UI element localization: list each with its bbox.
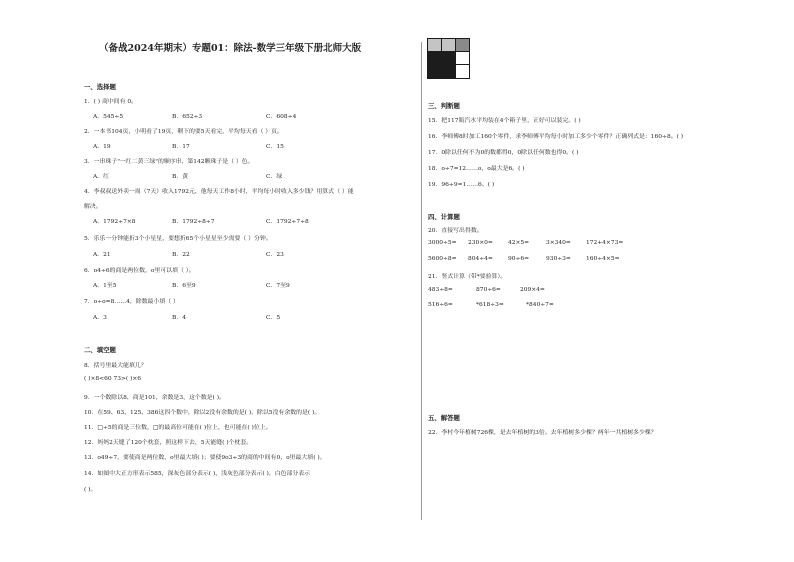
option-4a: A．1792÷7×8	[93, 219, 136, 225]
option-5b: B．22	[172, 252, 190, 258]
square-light-cell-2	[442, 39, 455, 51]
question-6: 6．o4÷6的商是两位数，o里可以填（ ）。	[84, 268, 195, 274]
option-2a: A．19	[93, 144, 111, 150]
question-19: 19．96÷9=1……6。( )	[428, 182, 495, 188]
option-1a: A．545÷5	[93, 114, 124, 120]
question-8: 8．括号里最大能填几？	[84, 363, 147, 369]
question-17: 17．0除以任何不为0的数都得0，0除以任何数也得0。( )	[428, 150, 579, 156]
square-white-cell-2	[456, 65, 469, 78]
question-9: 9．一个数除以8，商是101，余数是3，这个数是( )。	[84, 395, 225, 401]
vertical-calc-item: *618÷3=	[476, 302, 504, 308]
option-5c: C．23	[266, 252, 284, 258]
vertical-calc-item: 209×4=	[520, 287, 545, 293]
option-6c: C．7至9	[266, 283, 290, 289]
column-divider	[421, 42, 422, 520]
question-22: 22．李村今年植树726棵，是去年植树的3倍。去年植树多少棵？两年一共植树多少棵？	[428, 430, 657, 436]
option-4c: C．1792÷7÷8	[266, 219, 309, 225]
page-title: （备战2024年期末）专题01：除法-数学三年级下册北师大版	[99, 43, 362, 54]
question-12: 12．妈妈2天缝了120个枕套，照这样下去，5天能缝( )个枕套。	[84, 440, 253, 446]
question-4: 4．李叔叔送外卖一周（7天）收入1792元，他每天工作8小时，平均每小时收入多少钱？用算式（ ）能	[84, 189, 354, 195]
calc-item: 90÷6=	[508, 256, 530, 262]
option-2b: B．17	[172, 144, 190, 150]
option-6b: B．6至9	[172, 283, 196, 289]
option-1b: B．652÷3	[172, 114, 203, 120]
section-title-judge: 三、判断题	[428, 102, 460, 110]
option-2c: C．15	[266, 144, 284, 150]
calc-item: 3000÷5=	[428, 240, 457, 246]
calc-item: 5600÷8=	[428, 256, 457, 262]
option-3c: C．绿	[266, 174, 283, 180]
calc-item: 3×340=	[546, 240, 571, 246]
square-dark-cell	[428, 52, 455, 78]
option-5a: A．21	[93, 252, 111, 258]
vertical-calc-item: *840÷7=	[526, 302, 554, 308]
section-title-calc: 四、计算题	[428, 213, 460, 221]
question-14: 14．如图中大正方形表示585，深灰色部分表示( )，浅灰色部分表示( )，白色部分表示	[84, 471, 311, 477]
square-white-cell-1	[456, 52, 469, 64]
calc-item: 804÷4=	[468, 256, 493, 262]
question-8-blanks: ( )×8<60 73>( )×6	[84, 376, 142, 382]
calc-item: 42×5=	[508, 240, 530, 246]
option-7a: A．3	[93, 315, 107, 321]
question-14-cont: ( )。	[84, 487, 97, 493]
question-4-cont: 解决。	[84, 204, 102, 210]
question-15: 15．把117瓶汽水平均装在4个箱子里，正好可以装完。( )	[428, 118, 581, 124]
question-16: 16．李师傅8时加工160个零件，求李师傅平均每小时加工多少个零件？正确列式是：160÷8。( )	[428, 134, 684, 140]
option-6a: A．1至5	[93, 283, 117, 289]
question-2: 2．一本书104页，小明看了19页，剩下的要5天看完，平均每天看（ ）页。	[84, 129, 283, 135]
question-18: 18．o÷7=12……o，o最大是6。( )	[428, 166, 525, 172]
option-3b: B．黄	[172, 174, 189, 180]
calc-item: 930÷3=	[546, 256, 571, 262]
option-1c: C．608÷4	[266, 114, 297, 120]
question-10: 10．在59、63、125、386这四个数中，除以2没有余数的是( )，除以5没有余数的是( )。	[84, 410, 321, 416]
calc-item: 230×0=	[468, 240, 493, 246]
question-7: 7．o÷o=8……4，除数最小填（ ）	[84, 299, 179, 305]
vertical-calc-item: 516÷6=	[428, 302, 453, 308]
vertical-calc-item: 870÷6=	[476, 287, 501, 293]
option-7b: B．4	[172, 315, 186, 321]
calc-item: 172+4×73=	[586, 240, 624, 246]
question-1: 1．( ) 商中间有 0。	[84, 99, 138, 105]
section-title-choice: 一、选择题	[84, 83, 116, 91]
question-21: 21．竖式计算（带*要验算）。	[428, 274, 507, 280]
section-title-answer: 五、解答题	[428, 414, 460, 422]
question-20: 20．直接写出得数。	[428, 228, 483, 234]
square-light-cell-1	[428, 39, 441, 51]
square-diagram	[427, 38, 470, 79]
question-13: 13．o49÷7，要使商是两位数，o里最大填( )；要使9o3÷3的商的中间有0，o里最大填( )。	[84, 455, 326, 461]
option-4b: B．1792÷8÷7	[172, 219, 215, 225]
option-7c: C．5	[266, 315, 281, 321]
question-11: 11．□÷5的商是三位数，□的最高位可能在( )位上，也可能在( )位上。	[84, 425, 272, 431]
section-title-fill: 二、填空题	[84, 346, 116, 354]
vertical-calc-item: 483÷8=	[428, 287, 453, 293]
question-3: 3．一串珠子"一红二黄三绿"的顺序串，第142颗珠子是（ ）色。	[84, 159, 254, 165]
question-5: 5．乐乐一分钟能折3个小星星，要想折65个小星星至少需要（ ）分钟。	[84, 236, 272, 242]
option-3a: A．红	[93, 174, 110, 180]
calc-item: 160÷4×5=	[586, 256, 620, 262]
square-mid-cell	[456, 39, 469, 51]
